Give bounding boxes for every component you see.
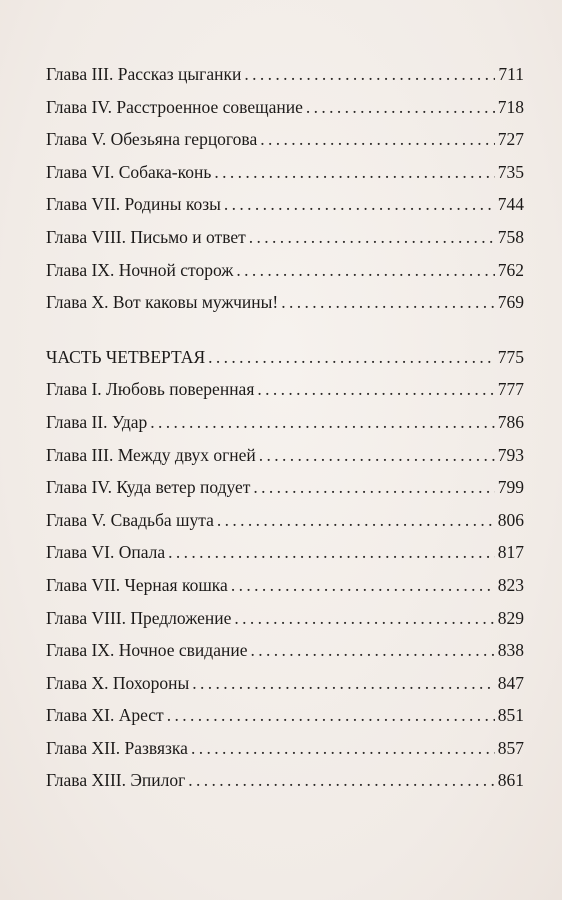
- toc-entry-title: Глава VIII. Предложение: [46, 607, 232, 628]
- toc-entry-page-number: 793: [497, 444, 524, 465]
- table-of-contents: [46, 58, 524, 797]
- toc-entry: [46, 188, 524, 221]
- toc-entry-page-number: 775: [497, 346, 524, 367]
- dot-leader: [260, 123, 495, 156]
- dot-leader: [214, 156, 494, 189]
- toc-entry-title: Глава IV. Расстроенное совещание: [46, 96, 303, 117]
- section-spacer: [46, 319, 524, 341]
- toc-entry: [46, 123, 524, 156]
- toc-entry: [46, 254, 524, 287]
- toc-entry-page-number: 857: [497, 737, 524, 758]
- toc-entry: [46, 221, 524, 254]
- toc-entry-page-number: 744: [497, 194, 524, 215]
- toc-entry-page-number: 817: [497, 542, 524, 563]
- toc-entry: [46, 602, 524, 635]
- toc-entry-title: Глава II. Удар: [46, 411, 148, 432]
- dot-leader: [257, 373, 494, 406]
- dot-leader: [250, 634, 494, 667]
- toc-entry-title: Глава IX. Ночное свидание: [46, 640, 248, 661]
- toc-entry-title: Глава VI. Собака-конь: [46, 161, 212, 182]
- toc-entry: [46, 91, 524, 124]
- toc-entry: [46, 699, 524, 732]
- toc-entry-page-number: 727: [497, 129, 524, 150]
- toc-entry: [46, 156, 524, 189]
- toc-entry-title: Глава V. Обезьяна герцогова: [46, 129, 258, 150]
- dot-leader: [168, 536, 495, 569]
- dot-leader: [244, 58, 495, 91]
- toc-entry: [46, 536, 524, 569]
- toc-entry: [46, 764, 524, 797]
- toc-entry-title: Глава I. Любовь поверенная: [46, 379, 255, 400]
- toc-group-part-four: [46, 341, 524, 797]
- toc-entry-title: Глава IV. Куда ветер подует: [46, 477, 251, 498]
- toc-entry: [46, 471, 524, 504]
- toc-entry-title: Глава VIII. Письмо и ответ: [46, 226, 246, 247]
- toc-entry-title: Глава VII. Родины козы: [46, 194, 221, 215]
- toc-entry: [46, 58, 524, 91]
- toc-entry-page-number: 829: [497, 607, 524, 628]
- toc-entry-title: Глава III. Между двух огней: [46, 444, 256, 465]
- toc-entry: [46, 341, 524, 374]
- dot-leader: [306, 91, 495, 124]
- dot-leader: [281, 286, 495, 319]
- toc-entry: [46, 504, 524, 537]
- dot-leader: [191, 732, 495, 765]
- toc-entry-title: Глава V. Свадьба шута: [46, 509, 214, 530]
- dot-leader: [253, 471, 494, 504]
- toc-entry-title: Глава X. Похороны: [46, 672, 190, 693]
- toc-entry: [46, 439, 524, 472]
- toc-entry-title: Глава XIII. Эпилог: [46, 770, 186, 791]
- toc-entry: [46, 634, 524, 667]
- toc-entry-page-number: 838: [497, 640, 524, 661]
- toc-entry-page-number: 769: [497, 292, 524, 313]
- toc-entry-title: Глава XI. Арест: [46, 705, 164, 726]
- toc-entry-page-number: 851: [497, 705, 524, 726]
- dot-leader: [234, 602, 494, 635]
- dot-leader: [208, 341, 495, 374]
- toc-entry: [46, 406, 524, 439]
- dot-leader: [259, 439, 495, 472]
- dot-leader: [231, 569, 495, 602]
- toc-entry: [46, 373, 524, 406]
- dot-leader: [192, 667, 494, 700]
- toc-entry-title: Глава IX. Ночной сторож: [46, 259, 234, 280]
- toc-entry-page-number: 735: [497, 161, 524, 182]
- dot-leader: [249, 221, 495, 254]
- toc-entry-page-number: 718: [497, 96, 524, 117]
- toc-entry-page-number: 711: [498, 64, 524, 84]
- toc-entry: [46, 732, 524, 765]
- toc-entry-page-number: 861: [497, 770, 524, 791]
- toc-entry-page-number: 786: [497, 411, 524, 432]
- toc-entry-page-number: 758: [497, 226, 524, 247]
- dot-leader: [224, 188, 495, 221]
- toc-entry-page-number: 777: [497, 379, 524, 400]
- dot-leader: [167, 699, 495, 732]
- dot-leader: [150, 406, 495, 439]
- toc-entry-page-number: 806: [497, 509, 524, 530]
- dot-leader: [236, 254, 494, 287]
- toc-entry-page-number: 847: [497, 672, 524, 693]
- toc-entry-title: Глава XII. Развязка: [46, 737, 188, 758]
- toc-entry-page-number: 823: [497, 574, 524, 595]
- dot-leader: [217, 504, 495, 537]
- toc-entry-page-number: 799: [497, 477, 524, 498]
- toc-entry-page-number: 762: [497, 259, 524, 280]
- toc-entry: [46, 667, 524, 700]
- toc-entry-title: Глава VII. Черная кошка: [46, 574, 228, 595]
- toc-entry-title: Глава III. Рассказ цыганки: [46, 64, 242, 84]
- dot-leader: [188, 764, 494, 797]
- toc-entry-title: ЧАСТЬ ЧЕТВЕРТАЯ: [46, 346, 206, 367]
- toc-entry: [46, 569, 524, 602]
- toc-entry-title: Глава VI. Опала: [46, 542, 166, 563]
- toc-entry: [46, 286, 524, 319]
- toc-group-part-three: [46, 58, 524, 319]
- toc-entry-title: Глава X. Вот каковы мужчины!: [46, 292, 279, 313]
